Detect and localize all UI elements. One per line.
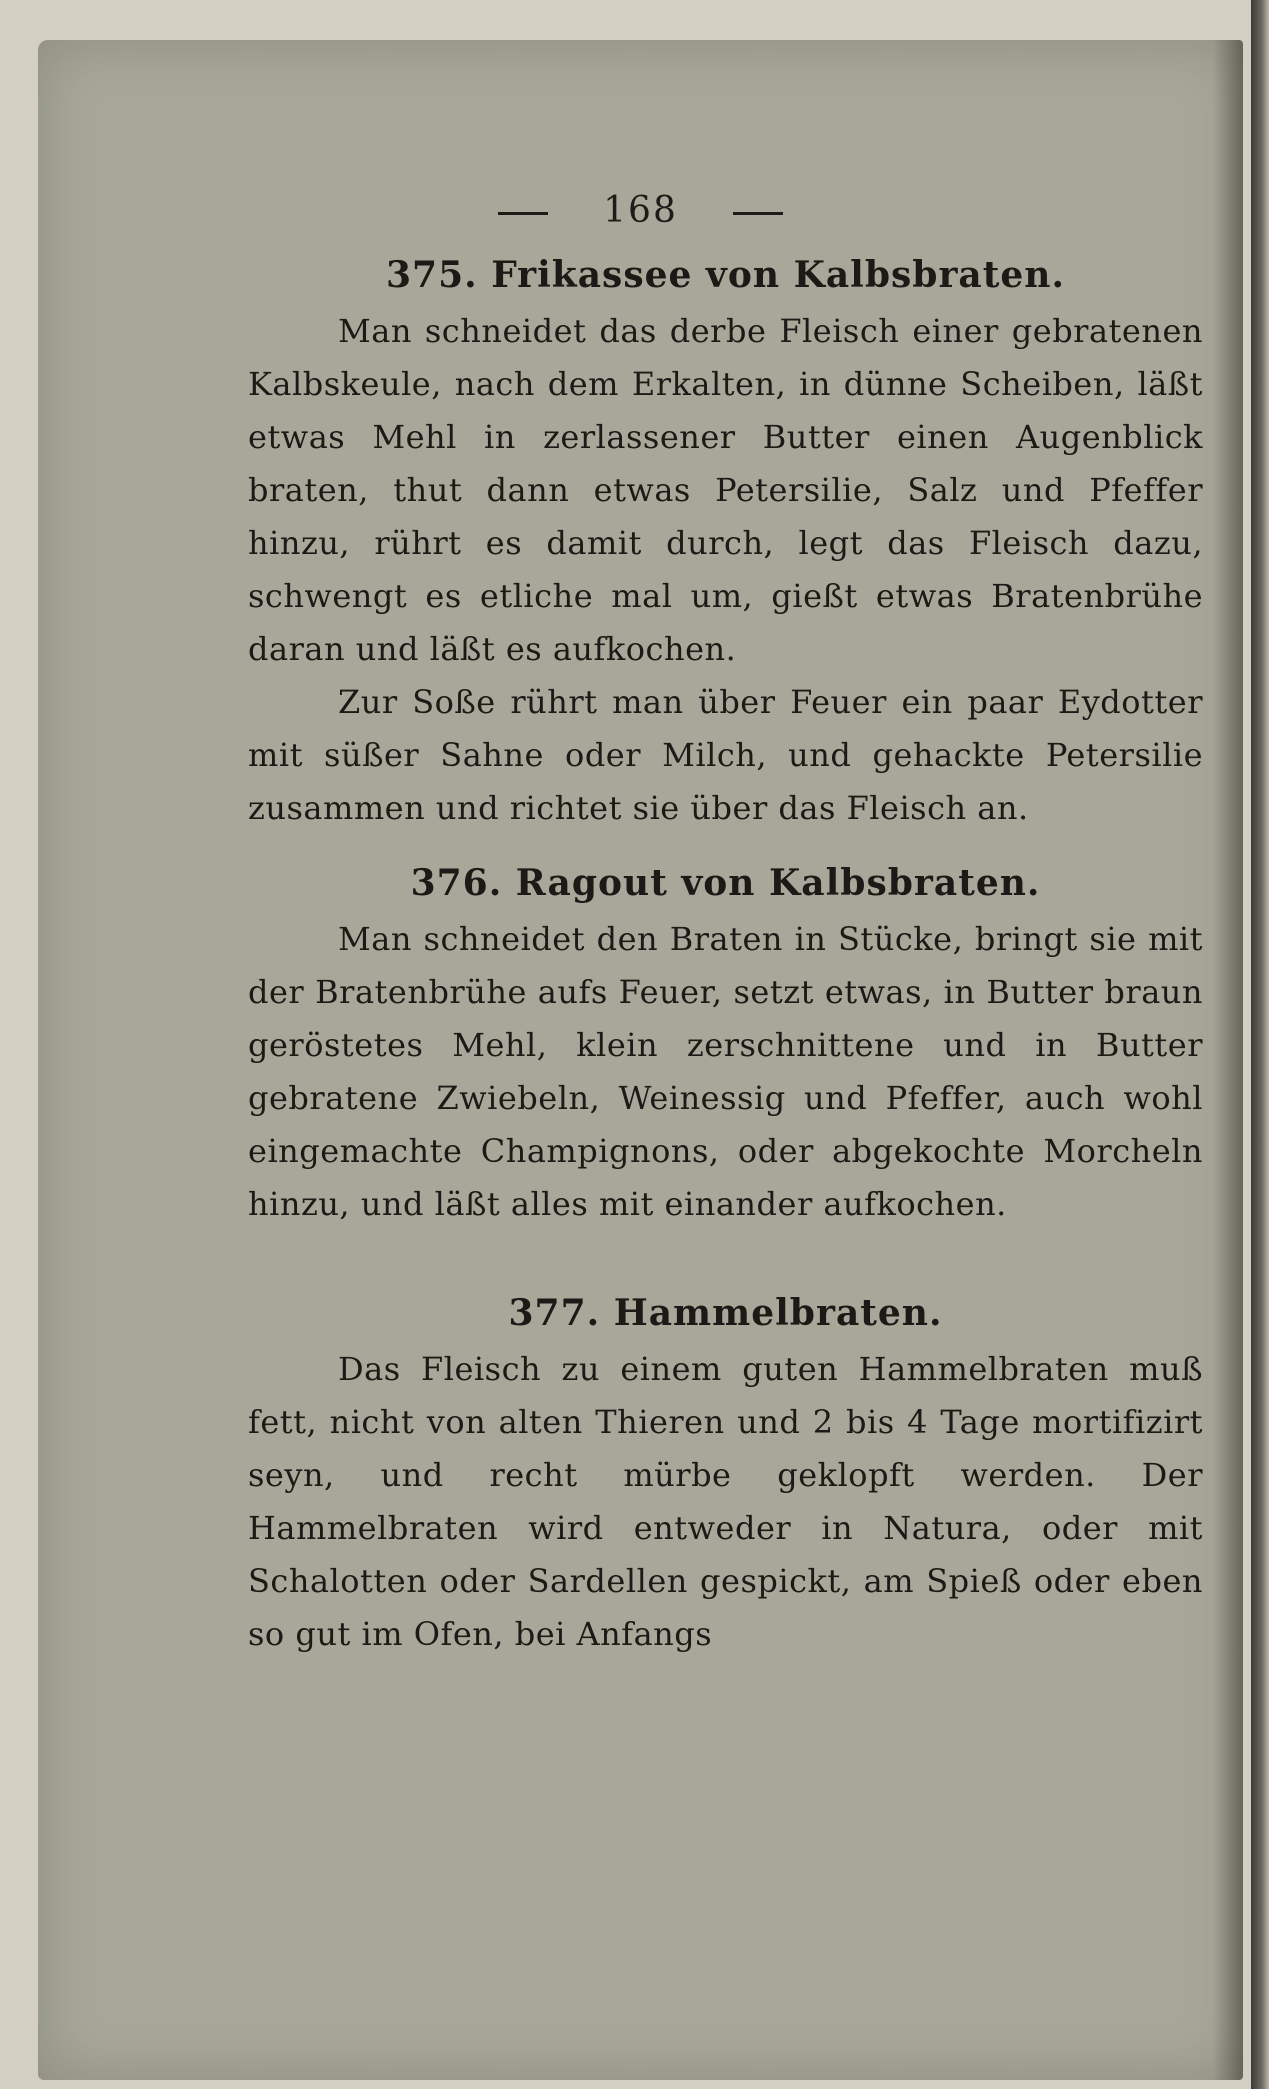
page-header — [38, 190, 1243, 231]
spacer — [248, 1231, 1203, 1283]
spacer — [248, 835, 1203, 853]
recipe-title-377: 377. Hammelbraten. — [508, 1292, 943, 1334]
recipe-377-paragraph-1: Das Fleisch zu einem guten Hammelbraten muß fett, nicht von alten Thieren und 2 bis 4 Tage mortifizirt seyn, und recht mürbe geklopft werden. Der Hammelbraten wird entweder in Natura, oder mit Schalotten oder Sardellen gespickt, am Spieß oder eben so gut im Ofen, bei Anfangs — [248, 1350, 1203, 1653]
header-dash-right — [733, 212, 783, 215]
recipe-376-paragraph-1: Man schneidet den Braten in Stücke, bringt sie mit der Bratenbrühe aufs Feuer, setzt etwas, in Butter braun geröstetes Mehl, klein zerschnittene und in Butter gebratene Zwiebeln, Weinessig und Pfeffer, auch wohl eingemachte Champignons, oder abgekochte Morcheln hinzu, und läßt alles mit einander aufkochen. — [248, 920, 1203, 1223]
recipe-title-375: 375. Frikassee von Kalbsbraten. — [386, 254, 1065, 296]
book-binding-edge — [1251, 0, 1269, 2089]
recipe-375-paragraph-1: Man schneidet das derbe Fleisch einer gebratenen Kalbskeule, nach dem Erkalten, in dünne Scheiben, läßt etwas Mehl in zerlassener Butter einen Augenblick braten, thut dann etwas Petersilie, Salz und Pfeffer hinzu, rührt es damit durch, legt das Fleisch dazu, schwengt es etliche mal um, gießt etwas Bratenbrühe daran und läßt es aufkochen. — [248, 312, 1203, 668]
header-dash-left — [498, 212, 548, 215]
recipe-title-376: 376. Ragout von Kalbsbraten. — [410, 862, 1041, 904]
recipe-375-paragraph-2: Zur Soße rührt man über Feuer ein paar Eydotter mit süßer Sahne oder Milch, und gehackte Petersilie zusammen und richtet sie über das Fleisch an. — [248, 683, 1203, 827]
page-content — [248, 245, 1203, 1661]
page-number: 168 — [603, 190, 678, 231]
paper-sheet — [38, 40, 1243, 2080]
